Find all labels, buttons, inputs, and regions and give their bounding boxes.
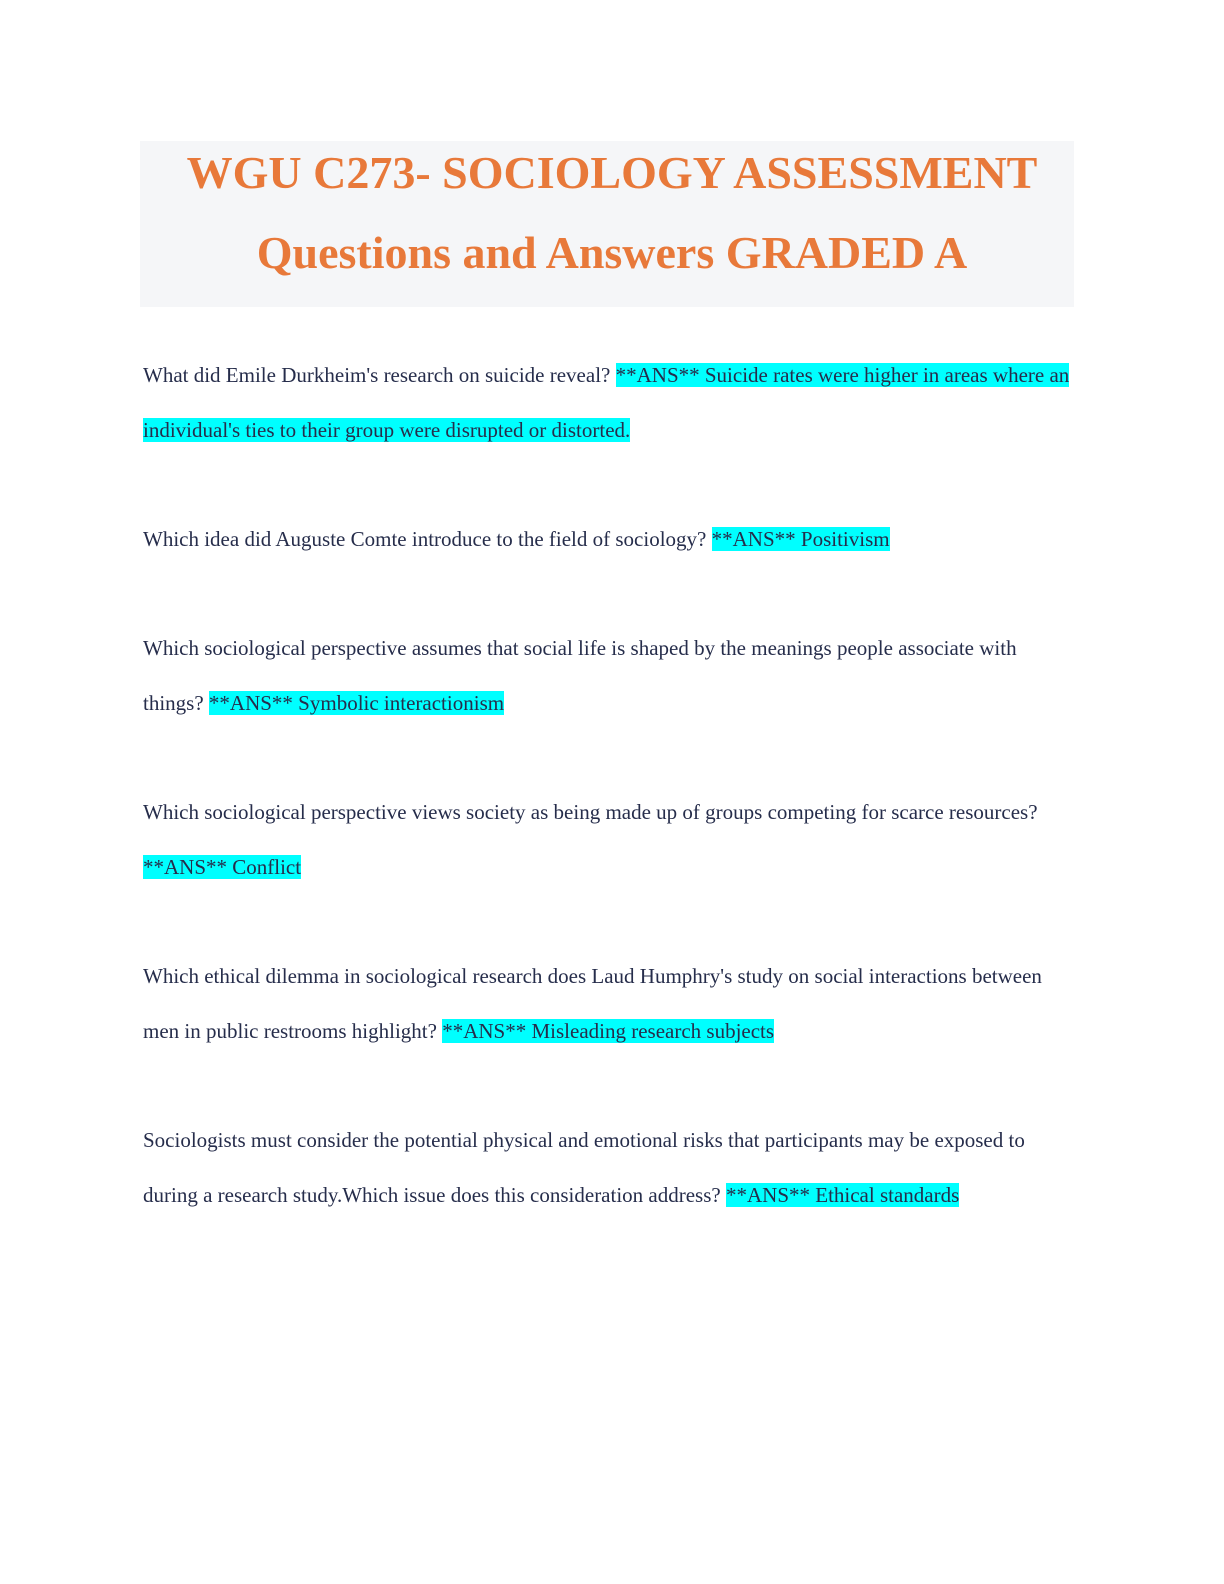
answer-highlight: **ANS** Suicide rates were higher in areas where an individual's ties to their group were disrupted or distorted.	[143, 363, 1070, 442]
qa-item-1	[143, 348, 1073, 458]
answer-highlight: **ANS** Symbolic interactionism	[208, 691, 505, 715]
question-text: Which sociological perspective views society as being made up of groups competing for scarce resources?	[143, 800, 1038, 824]
answer-highlight: **ANS** Misleading research subjects	[442, 1019, 775, 1043]
document-title-line-1: WGU C273- SOCIOLOGY ASSESSMENT	[186, 147, 1038, 198]
qa-item-4	[143, 785, 1073, 895]
qa-item-6	[143, 1113, 1073, 1223]
question-text: Which sociological perspective assumes that social life is shaped by the meanings people associate with things?	[143, 636, 1017, 715]
qa-item-3	[143, 621, 1073, 731]
document-title-line-2: Questions and Answers GRADED A	[256, 227, 968, 278]
question-text: Sociologists must consider the potential physical and emotional risks that participants may be exposed to during a research study.Which issue does this consideration address?	[143, 1128, 1025, 1207]
qa-item-5	[143, 949, 1073, 1059]
answer-highlight: **ANS** Positivism	[711, 527, 890, 551]
answer-highlight: **ANS** Ethical standards	[725, 1183, 960, 1207]
question-text: Which idea did Auguste Comte introduce to the field of sociology?	[143, 527, 712, 551]
answer-highlight: **ANS** Conflict	[143, 855, 302, 879]
question-text: Which ethical dilemma in sociological research does Laud Humphry's study on social interactions between men in public restrooms highlight?	[143, 964, 1042, 1043]
qa-item-2	[143, 512, 1073, 567]
question-text: What did Emile Durkheim's research on suicide reveal?	[143, 363, 616, 387]
